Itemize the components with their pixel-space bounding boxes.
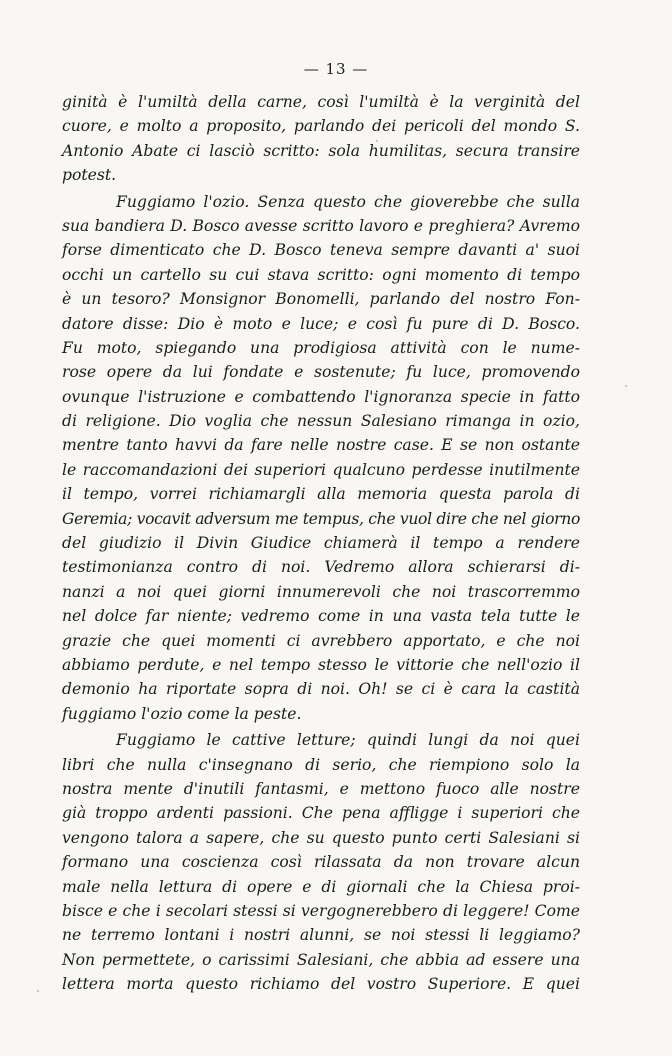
body-text — [62, 90, 580, 996]
paper-speck — [376, 140, 378, 142]
text-line: cuore, e molto a proposito, parlando dei pericoli del mondo S. — [62, 117, 580, 136]
text-line: rose opere da lui fondate e sostenute; fu luce, promovendo — [62, 363, 580, 382]
page-number: — 13 — — [303, 60, 369, 78]
text-line: datore disse: Dio è moto e luce; e così fu pure di D. Bosco. — [62, 314, 580, 333]
text-line: occhi un cartello su cui stava scritto: ogni momento di tempo — [62, 265, 580, 284]
text-line: bisce e che i secolari stessi si vergognerebbero di leggere! Come — [62, 901, 580, 920]
paragraph-3 — [62, 728, 580, 996]
text-line: Non permettete, o carissimi Salesiani, che abbia ad essere una — [62, 950, 580, 969]
text-line: ginità è l'umiltà della carne, così l'umiltà è la verginità del — [62, 93, 580, 111]
text-line: testimonianza contro di noi. Vedremo allora schierarsi di- — [62, 558, 580, 577]
text-line: forse dimenticato che D. Bosco teneva sempre davanti a' suoi — [62, 241, 580, 260]
text-line: il tempo, vorrei richiamargli alla memoria questa parola di — [62, 485, 580, 504]
paragraph-1 — [62, 90, 580, 188]
text-line: male nella lettura di opere e di giornali che la Chiesa proi- — [62, 877, 580, 896]
text-line: abbiamo perdute, e nel tempo stesso le vittorie che nell'ozio il — [62, 655, 580, 674]
text-line: ovunque l'istruzione e combattendo l'ignoranza specie in fatto — [62, 387, 580, 406]
text-line: è un tesoro? Monsignor Bonomelli, parlando del nostro Fon- — [62, 290, 580, 309]
text-line: demonio ha riportate sopra di noi. Oh! se ci è cara la castità — [62, 680, 580, 699]
text-line: Fuggiamo le cattive letture; quindi lungi da noi quei — [116, 731, 580, 750]
text-line: di religione. Dio voglia che nessun Salesiano rimanga in ozio, — [62, 412, 580, 431]
text-line: Antonio Abate ci lasciò scritto: sola humilitas, secura transire — [62, 141, 580, 160]
paper-speck — [37, 990, 39, 992]
text-line: formano una coscienza così rilassata da non trovare alcun — [62, 853, 580, 872]
text-line: nostra mente d'inutili fantasmi, e mettono fuoco alle nostre — [62, 779, 580, 798]
text-line: Geremia; vocavit adversum me tempus, che vuol dire che nel giorno — [62, 509, 580, 528]
text-line: mentre tanto havvi da fare nelle nostre case. E se non ostante — [62, 436, 580, 455]
text-line: potest. — [62, 166, 117, 185]
text-line: fuggiamo l'ozio come la peste. — [62, 704, 302, 723]
text-line: del giudizio il Divin Giudice chiamerà il tempo a rendere — [62, 534, 580, 553]
text-line: Fuggiamo l'ozio. Senza questo che gioverebbe che sulla — [116, 192, 580, 211]
text-line: le raccomandazioni dei superiori qualcuno perdesse inutilmente — [62, 460, 580, 479]
text-line: grazie che quei momenti ci avrebbero apportato, e che noi — [62, 631, 580, 650]
paper-speck — [625, 385, 627, 387]
text-line: nanzi a noi quei giorni innumerevoli che noi trascorremmo — [62, 582, 580, 601]
text-line: nel dolce far niente; vedremo come in una vasta tela tutte le — [62, 607, 580, 626]
text-line: lettera morta questo richiamo del vostro Superiore. E quei — [62, 975, 580, 994]
text-line: ne terremo lontani i nostri alunni, se noi stessi li leggiamo? — [62, 926, 580, 945]
text-line: sua bandiera D. Bosco avesse scritto lavoro e preghiera? Avremo — [62, 216, 580, 235]
text-line: libri che nulla c'insegnano di serio, che riempiono solo la — [62, 755, 580, 774]
text-line: Fu moto, spiegando una prodigiosa attività con le nume- — [62, 338, 580, 357]
paragraph-2 — [62, 190, 580, 727]
text-line: già troppo ardenti passioni. Che pena affligge i superiori che — [62, 804, 580, 823]
text-line: vengono talora a sapere, che su questo punto certi Salesiani si — [62, 828, 580, 847]
